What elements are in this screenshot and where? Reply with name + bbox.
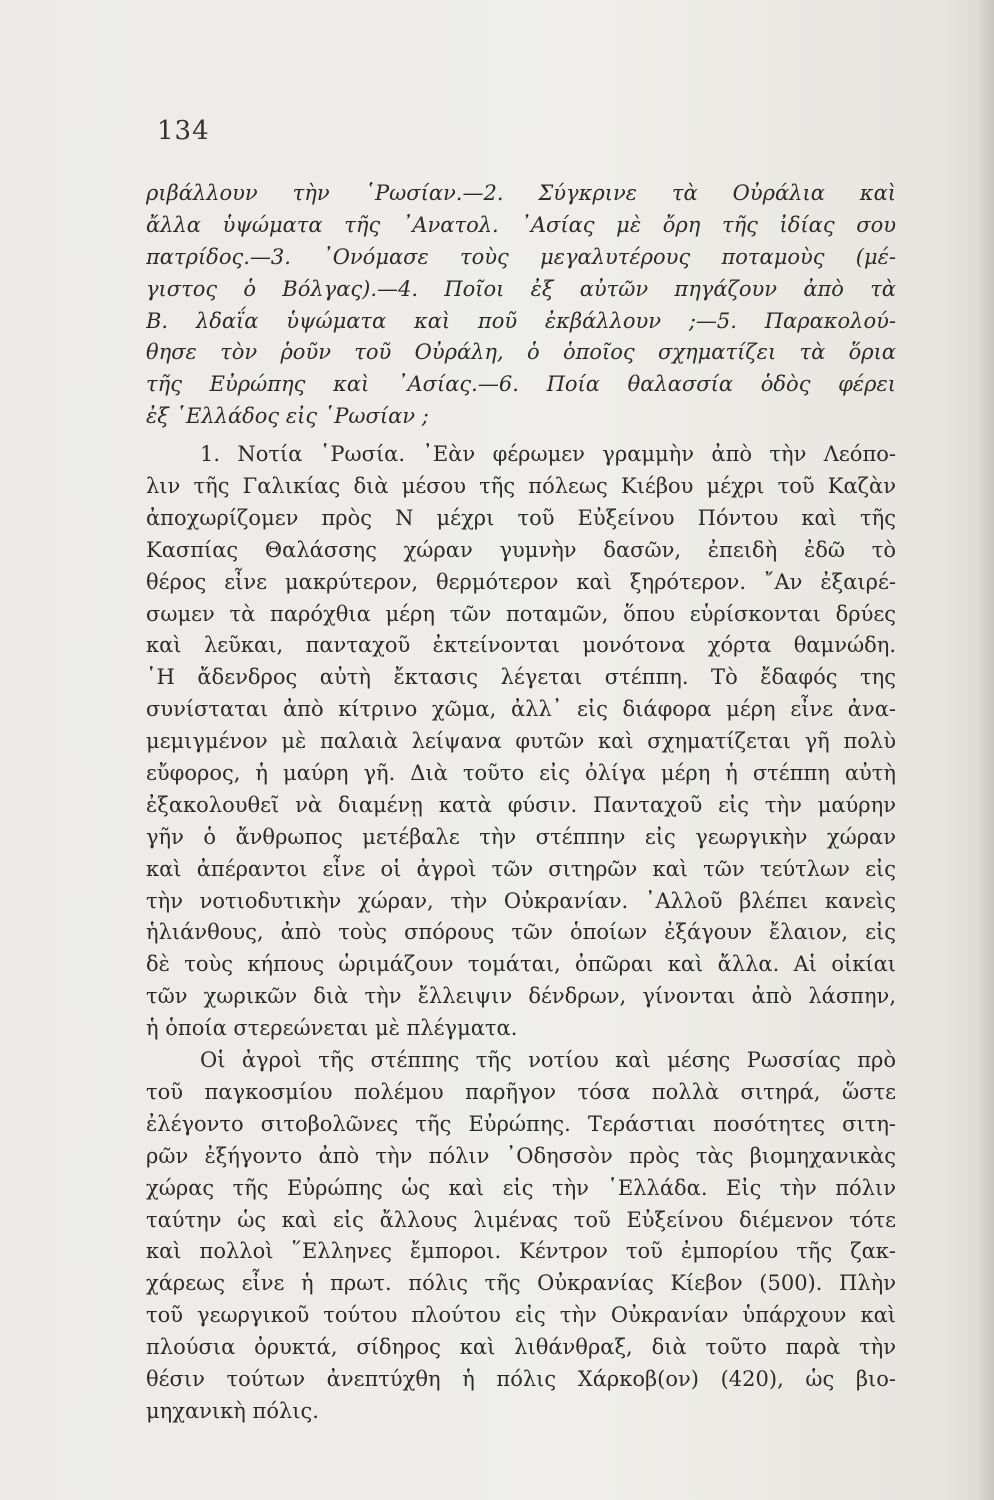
paragraph-line: ἐλέγοντο σιτοβολῶνες τῆς Εὐρώπης. Τεράστιαι ποσότητες σιτη- (146, 1111, 896, 1136)
paragraph-line: ταύτην ὡς καὶ εἰς ἄλλους λιμένας τοῦ Εὐξείνου διέμενον τότε (146, 1207, 896, 1232)
paragraph-line: χώρας τῆς Εὐρώπης ὡς καὶ εἰς τὴν ῾Ελλάδα. Εἰς τὴν πόλιν (146, 1175, 896, 1200)
question-line: γιστος ὁ Βόλγας).—4. Ποῖοι ἐξ αὐτῶν πηγάζουν ἀπὸ τὰ (146, 276, 896, 301)
paragraph-line: τοῦ παγκοσμίου πολέμου παρῆγον τόσα πολλὰ σιτηρά, ὥστε (146, 1079, 896, 1104)
paragraph-line: λιν τῆς Γαλικίας διὰ μέσου τῆς πόλεως Κιέβου μέχρι τοῦ Καζὰν (146, 474, 896, 499)
paragraph-line: μηχανικὴ πόλις. (146, 1398, 319, 1423)
paragraph-line: τῶν χωρικῶν διὰ τὴν ἔλλειψιν δένδρων, γίνονται ἀπὸ λάσπην, (146, 984, 896, 1009)
question-line: ριβάλλουν τὴν ῾Ρωσίαν.—2. Σύγκρινε τὰ Οὐράλια καὶ (146, 181, 896, 205)
paragraph-line: θέρος εἶνε μακρύτερον, θερμότερον καὶ ξηρότερον. ῎Αν ἐξαιρέ- (146, 569, 896, 594)
paragraph-line: ρῶν ἐξήγοντο ἀπὸ τὴν πόλιν ᾿Οδησσὸν πρὸς τὰς βιομηχανικὰς (146, 1143, 896, 1168)
paragraph-line: εὔφορος, ἡ μαύρη γῆ. Διὰ τοῦτο εἰς ὀλίγα μέρη ἡ στέππη αὐτὴ (146, 761, 896, 786)
question-line: ἄλλα ὑψώματα τῆς ᾿Ανατολ. ᾿Ασίας μὲ ὄρη τῆς ἰδίας σου (146, 212, 896, 237)
paragraph-line: καὶ ἀπέραντοι εἶνε οἱ ἀγροὶ τῶν σιτηρῶν καὶ τῶν τεύτλων εἰς (146, 856, 896, 881)
review-questions (146, 178, 896, 433)
paragraph-line: τὴν νοτιοδυτικὴν χώραν, τὴν Οὐκρανίαν. ᾿Αλλοῦ βλέπει κανεὶς (146, 888, 896, 913)
section-south-russia (146, 439, 896, 1428)
paragraph-line: ἡλιάνθους, ἀπὸ τοὺς σπόρους τῶν ὁποίων ἐξάγουν ἔλαιον, εἰς (146, 920, 896, 945)
paragraph-line: μεμιγμένον μὲ παλαιὰ λείψανα φυτῶν καὶ σχηματίζεται γῆ πολὺ (146, 729, 896, 754)
paragraph-line: ἀποχωρίζομεν πρὸς Ν μέχρι τοῦ Εὐξείνου Πόντου καὶ τῆς (146, 505, 896, 530)
paragraph-line: Κασπίας Θαλάσσης χώραν γυμνὴν δασῶν, ἐπειδὴ ἐδῶ τὸ (146, 537, 896, 562)
page-number: 134 (157, 116, 210, 146)
paragraph-line: θέσιν τούτων ἀνεπτύχθη ἡ πόλις Χάρκοβ(ον) (420), ὡς βιο- (146, 1366, 896, 1391)
paragraph-line: τοῦ γεωργικοῦ τούτου πλούτου εἰς τὴν Οὐκρανίαν ὑπάρχουν καὶ (146, 1303, 896, 1328)
paragraph-line: γῆν ὁ ἄνθρωπος μετέβαλε τὴν στέππην εἰς γεωργικὴν χώραν (146, 824, 896, 849)
question-line: ἐξ ῾Ελλάδος εἰς ῾Ρωσίαν ; (146, 404, 429, 429)
question-line: Β. λδαΐα ὑψώματα καὶ ποῦ ἐκβάλλουν ;—5. Παρακολού- (146, 308, 896, 333)
paragraph-line: 1. Νοτία ῾Ρωσία. ᾿Εὰν φέρωμεν γραμμὴν ἀπὸ τὴν Λεόπο- (200, 442, 896, 467)
paragraph-line: χάρεως εἶνε ἡ πρωτ. πόλις τῆς Οὐκρανίας Κίεβον (500). Πλὴν (146, 1271, 896, 1296)
paragraph-line: δὲ τοὺς κήπους ὡριμάζουν τομάται, ὀπῶραι καὶ ἄλλα. Αἱ οἰκίαι (146, 952, 896, 977)
paragraph-line: ῾Η ἄδενδρος αὐτὴ ἔκτασις λέγεται στέππη. Τὸ ἔδαφός της (146, 665, 896, 690)
paragraph-line: σωμεν τὰ παρόχθια μέρη τῶν ποταμῶν, ὅπου εὑρίσκονται δρύες (146, 601, 896, 626)
paragraph-line: καὶ λεῦκαι, πανταχοῦ ἐκτείνονται μονότονα χόρτα θαμνώδη. (146, 633, 896, 658)
question-line: θησε τὸν ῥοῦν τοῦ Οὐράλη, ὁ ὁποῖος σχηματίζει τὰ ὅρια (146, 340, 896, 365)
text-block (146, 178, 896, 1428)
paragraph-line: ἐξακολουθεῖ νὰ διαμένῃ κατὰ φύσιν. Πανταχοῦ εἰς τὴν μαύρην (146, 792, 896, 817)
paragraph-line: καὶ πολλοὶ ῞Ελληνες ἔμποροι. Κέντρον τοῦ ἐμπορίου τῆς ζακ- (146, 1239, 896, 1264)
paragraph-line: συνίσταται ἀπὸ κίτρινο χῶμα, ἀλλ᾿ εἰς διάφορα μέρη εἶνε ἀνα- (146, 697, 896, 722)
paragraph-line: Οἱ ἀγροὶ τῆς στέππης τῆς νοτίου καὶ μέσης Ρωσσίας πρὸ (200, 1048, 896, 1073)
question-line: πατρίδος.—3. ᾿Ονόμασε τοὺς μεγαλυτέρους ποταμοὺς (μέ- (146, 244, 896, 269)
paragraph-line: πλούσια ὀρυκτά, σίδηρος καὶ λιθάνθραξ, διὰ τοῦτο παρὰ τὴν (146, 1335, 896, 1360)
paragraph-line: ἡ ὁποία στερεώνεται μὲ πλέγματα. (146, 1016, 518, 1041)
page-edge-shadow (976, 0, 994, 1500)
question-line: τῆς Εὐρώπης καὶ ᾿Ασίας.—6. Ποία θαλασσία ὁδὸς φέρει (146, 372, 896, 397)
